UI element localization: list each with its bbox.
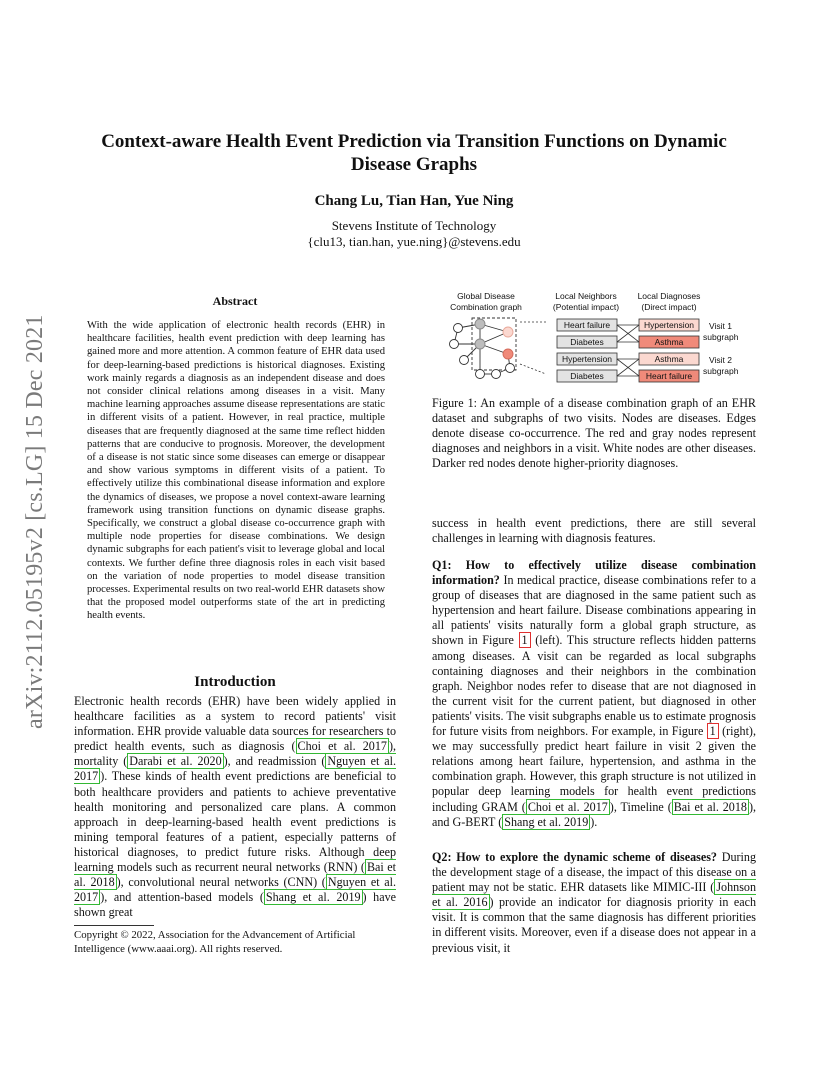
v1-left-bottom: Diabetes (570, 337, 604, 347)
graph-node (450, 340, 459, 349)
citation-link[interactable]: Shang et al. 2019 (504, 814, 589, 829)
abstract-text: With the wide application of electronic health records (EHR) in healthcare facilities, health event prediction with deep learning has gained more and more attention. A common feature of EHR data used for deep-learning-based predictions is historical diagnoses. Existing work mainly regards a diagnosis as an independent disease and does not consider clinical relations among diseases in a visit. Many machine learning approaches assume disease representations are static in different visits of a patient. However, in real practice, multiple diseases that are frequently diagnosed at the same time reflect hidden patterns that are conducive to prognosis. Moreover, the development of a disease is not static since some diseases can emerge or disappear and show various symptoms in different visits of a patient. To effectively utilize this combinational disease information and explore the dynamics of diseases, we propose a novel context-aware learning framework using transition functions on dynamic disease graphs. Specifically, we construct a global disease co-occurrence graph with multiple node properties for disease combinations. We design dynamic subgraphs for each patient's visit to leverage global and local contexts. We further define three diagnosis roles in each visit based on the variation of node properties to model disease transition processes. Experimental results on two real-world EHR datasets show that the proposed model outperforms state of the art in predicting health events. (87, 320, 385, 622)
intro-text-span: ), mortality ( (74, 739, 396, 769)
affiliation-block (70, 218, 758, 250)
abstract-heading: Abstract (212, 294, 258, 308)
citation-link[interactable]: Choi et al. 2017 (297, 739, 387, 754)
col1-title-l2: Combination graph (450, 302, 522, 312)
q2-text-span: ) provide an indicator for diagnosis priority in each visit. It is common that the same diagnosis has different priorities in different visits. Moreover, even if a disease does not appear in a previous visit, it (432, 895, 756, 955)
visit-2-subgraph (557, 353, 739, 382)
citation-link[interactable]: Darabi et al. 2020 (129, 754, 222, 769)
intro-text-span: ), and readmission ( (223, 754, 326, 769)
intro-text-span: ). These kinds of health event predictions are beneficial to both healthcare providers and patients to achieve preventative health monitoring and personalized care plans. A common approach in deep-learning-based health event predictions is mining temporal features of a patient, especially patterns of historical diagnoses, to predict future risks. Although deep learning models such as recurrent neural networks (RNN) ( (74, 769, 396, 875)
col2-title-l1: Local Neighbors (555, 291, 617, 301)
figure-ref-link[interactable]: 1 (519, 632, 531, 648)
q2-text-span: During the development stage of a disease, the impact of this disease on a patient may not be static. EHR datasets like MIMIC-III ( (432, 850, 756, 895)
q1-text-span: ), Timeline ( (609, 799, 672, 814)
introduction-heading: Introduction (194, 674, 276, 690)
v1-right-top: Hypertension (643, 320, 695, 330)
citation-link[interactable]: Bai et al. 2018 (74, 860, 397, 890)
title-line-2: Disease Graphs (350, 154, 478, 175)
title-line-1: Context-aware Health Event Prediction via Transition Functions on Dynamic (101, 131, 727, 152)
q1-label: Q1: How to effectively utilize disease combination information? (432, 558, 756, 588)
visit-1-subgraph (557, 319, 739, 348)
intro-text-span: ), and attention-based models ( (100, 890, 264, 905)
graph-node-dark-red (503, 349, 513, 359)
citation-link[interactable]: Shang et al. 2019 (265, 890, 361, 905)
graph-node (506, 364, 515, 373)
figure-1-caption: Figure 1: An example of a disease combination graph of an EHR dataset and subgraphs of two visits. Nodes are diseases. Edges denote disease co-occurrence. The red and gray nodes represent diagnoses and neighbors in a visit. White nodes are other diseases. Darker red nodes denote higher-priority diagnoses. (432, 396, 756, 471)
q2-paragraph (432, 850, 756, 956)
q1-text-span: (right), we may successfully predict heart failure in visit 2 given the relations among heart failure, hypertension, and asthma in the combination graph. However, this graph structure is not utilized in popular deep learning models for health event predictions including GRAM ( (432, 724, 756, 814)
intro-text-span: ) have shown great (74, 890, 396, 920)
v1-left-top: Heart failure (563, 320, 611, 330)
q1-text-span: ), and G-BERT ( (432, 799, 757, 829)
introduction-text (74, 694, 396, 920)
graph-node-gray (475, 339, 485, 349)
q1-text-span: ). (590, 814, 598, 829)
v1-label-l1: Visit 1 (709, 321, 732, 331)
affiliation: Stevens Institute of Technology (331, 218, 497, 233)
graph-node (492, 370, 501, 379)
citation-link[interactable]: Nguyen et al. 2017 (74, 754, 397, 784)
authors: Chang Lu, Tian Han, Yue Ning (314, 193, 514, 209)
intro-text-span: ), convolutional neural networks (CNN) ( (116, 875, 326, 890)
col1-title-l1: Global Disease (457, 291, 515, 301)
q1-text-span: (left). This structure reflects hidden patterns among diseases. A visit can be regarded as local subgraphs containing diagnoses and their neighbors in the combination graph. Neighbor nodes refer to disease that are not diagnosed in the current visit for the current patient, but diagnosed in other patients' visits. The visit subgraphs enable us to estimate prognosis for future visits from neighbors. For example, in Figure (432, 633, 756, 739)
figure-1-diagram (440, 288, 760, 388)
graph-node (460, 356, 469, 365)
citation-link[interactable]: Johnson et al. 2016 (432, 880, 756, 910)
graph-node (454, 324, 463, 333)
graph-node-light-red (503, 327, 513, 337)
citation-link[interactable]: Nguyen et al. 2017 (74, 875, 396, 905)
emails: {clu13, tian.han, yue.ning}@stevens.edu (307, 234, 521, 249)
v2-label-l2: subgraph (703, 366, 739, 376)
v2-left-bottom: Diabetes (570, 371, 604, 381)
citation-link[interactable]: Bai et al. 2018 (673, 799, 747, 814)
v2-right-bottom: Heart failure (645, 371, 693, 381)
q1-text-span: In medical practice, disease combinations refer to a group of diseases that are diagnosed in the same patient such as hypertension and heart failure. Disease combinations appearing in all patients' visits naturally form a global graph structure, as shown in Figure (432, 573, 756, 648)
q2-label: Q2: How to explore the dynamic scheme of diseases? (432, 850, 717, 864)
footnote-rule (74, 925, 154, 926)
q1-paragraph (432, 558, 756, 830)
v1-right-bottom: Asthma (654, 337, 684, 347)
v2-right-top: Asthma (654, 354, 684, 364)
paper-title (70, 130, 758, 176)
citation-link[interactable]: Choi et al. 2017 (527, 799, 608, 814)
col3-title-l2: (Direct impact) (641, 302, 697, 312)
v2-label-l1: Visit 2 (709, 355, 732, 365)
right-paragraph-1: success in health event predictions, there are still several challenges in learning with diagnosis features. (432, 516, 756, 546)
v2-left-top: Hypertension (561, 354, 613, 364)
intro-text-span: Electronic health records (EHR) have been widely applied in healthcare facilities as a system to record patients' visit information. EHR provide valuable data sources for researchers to predict health events, such as diagnosis ( (74, 694, 396, 754)
col2-title-l2: (Potential impact) (552, 302, 620, 312)
arxiv-sidebar-id: arXiv:2112.05195v2 [cs.LG] 15 Dec 2021 (22, 314, 48, 730)
col3-title-l1: Local Diagnoses (637, 291, 701, 301)
figure-ref-link[interactable]: 1 (707, 723, 719, 739)
graph-node (476, 370, 485, 379)
graph-node-gray (475, 319, 485, 329)
copyright-footnote: Copyright © 2022, Association for the Advancement of Artificial Intelligence (www.aaai.org). All rights reserved. (74, 929, 356, 955)
v1-label-l2: subgraph (703, 332, 739, 342)
